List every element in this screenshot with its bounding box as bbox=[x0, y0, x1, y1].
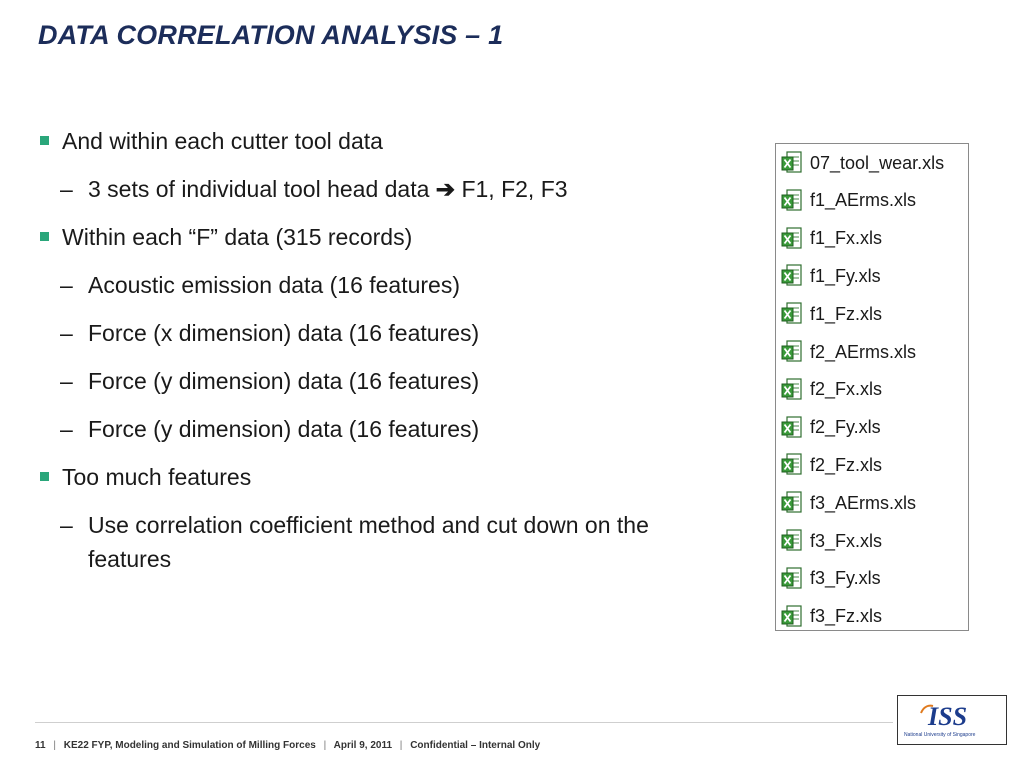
bullet-item bbox=[38, 460, 758, 494]
footer-date: April 9, 2011 bbox=[333, 740, 393, 751]
bullet-list bbox=[38, 124, 758, 590]
dash-icon: – bbox=[60, 416, 73, 442]
bullet-item bbox=[38, 220, 758, 254]
file-name: f3_Fz.xls bbox=[810, 606, 883, 627]
file-list-panel bbox=[775, 143, 969, 631]
file-item[interactable] bbox=[781, 186, 916, 216]
footer-course: KE22 FYP, Modeling and Simulation of Milling Forces bbox=[63, 740, 316, 751]
square-bullet-icon bbox=[40, 232, 49, 241]
file-item[interactable] bbox=[781, 337, 916, 367]
file-name: f3_AErms.xls bbox=[810, 492, 917, 513]
slide-title: DATA CORRELATION ANALYSIS – 1 bbox=[38, 20, 504, 50]
square-bullet-icon bbox=[40, 472, 49, 481]
square-bullet-icon bbox=[40, 136, 49, 145]
file-name: f1_Fz.xls bbox=[810, 303, 883, 324]
file-item[interactable] bbox=[781, 413, 881, 443]
bullet-text: And within each cutter tool data bbox=[62, 128, 383, 154]
bullet-suffix: F1, F2, F3 bbox=[461, 176, 568, 202]
excel-file-icon bbox=[781, 378, 803, 402]
sub-bullet-item bbox=[38, 508, 728, 576]
sub-bullet-item bbox=[38, 412, 758, 446]
bullet-text: Force (y dimension) data (16 features) bbox=[88, 416, 480, 442]
excel-file-icon bbox=[781, 529, 803, 553]
footer-separator: | bbox=[53, 740, 56, 751]
excel-file-icon bbox=[781, 340, 803, 364]
file-name: f1_Fy.xls bbox=[810, 265, 881, 286]
bullet-text: Within each “F” data (315 records) bbox=[62, 224, 413, 250]
file-item[interactable] bbox=[781, 564, 881, 594]
file-name: f1_AErms.xls bbox=[810, 190, 917, 211]
file-item[interactable] bbox=[781, 148, 944, 178]
file-name: f2_Fz.xls bbox=[810, 454, 883, 475]
iss-logo bbox=[897, 695, 1007, 745]
file-item[interactable] bbox=[781, 375, 882, 405]
file-name: f3_Fy.xls bbox=[810, 568, 881, 589]
file-item[interactable] bbox=[781, 526, 882, 556]
sub-bullet-item bbox=[38, 268, 758, 302]
footer-separator: | bbox=[399, 740, 403, 751]
bullet-text: Too much features bbox=[62, 464, 252, 490]
dash-icon: – bbox=[60, 368, 73, 394]
file-name: f2_Fy.xls bbox=[810, 417, 881, 438]
excel-file-icon bbox=[781, 151, 803, 175]
footer-confidential: Confidential – Internal Only bbox=[410, 740, 541, 751]
excel-file-icon bbox=[781, 302, 803, 326]
excel-file-icon bbox=[781, 416, 803, 440]
logo-subtext: National University of Singapore bbox=[904, 732, 976, 738]
file-name: f3_Fx.xls bbox=[810, 530, 883, 551]
excel-file-icon bbox=[781, 227, 803, 251]
dash-icon: – bbox=[60, 272, 73, 298]
footer-separator: | bbox=[323, 740, 327, 751]
sub-bullet-item bbox=[38, 364, 758, 398]
excel-file-icon bbox=[781, 189, 803, 213]
excel-file-icon bbox=[781, 453, 803, 477]
excel-file-icon bbox=[781, 491, 803, 515]
bullet-text: 3 sets of individual tool head data bbox=[88, 176, 430, 202]
logo-text: ISS bbox=[928, 702, 968, 731]
file-item[interactable] bbox=[781, 261, 881, 291]
file-name: 07_tool_wear.xls bbox=[810, 152, 945, 173]
bullet-text: Force (y dimension) data (16 features) bbox=[88, 368, 480, 394]
bullet-text: Use correlation coefficient method and cut down on the features bbox=[88, 512, 649, 572]
file-name: f1_Fx.xls bbox=[810, 228, 883, 249]
excel-file-icon bbox=[781, 567, 803, 591]
bullet-item bbox=[38, 124, 758, 158]
file-item[interactable] bbox=[781, 224, 882, 254]
file-name: f2_AErms.xls bbox=[810, 341, 917, 362]
bullet-text: Force (x dimension) data (16 features) bbox=[88, 320, 480, 346]
file-item[interactable] bbox=[781, 488, 916, 518]
file-item[interactable] bbox=[781, 450, 882, 480]
footer-divider bbox=[35, 722, 893, 723]
file-name: f2_Fx.xls bbox=[810, 379, 883, 400]
footer bbox=[35, 740, 540, 751]
bullet-text: Acoustic emission data (16 features) bbox=[88, 272, 461, 298]
sub-bullet-item bbox=[38, 316, 758, 350]
file-item[interactable] bbox=[781, 602, 882, 632]
excel-file-icon bbox=[781, 605, 803, 629]
page-number: 11 bbox=[35, 740, 46, 751]
right-arrow-icon: ➔ bbox=[435, 176, 456, 202]
file-item[interactable] bbox=[781, 299, 882, 329]
sub-bullet-item bbox=[38, 172, 758, 206]
dash-icon: – bbox=[60, 176, 73, 202]
excel-file-icon bbox=[781, 264, 803, 288]
dash-icon: – bbox=[60, 320, 73, 346]
dash-icon: – bbox=[60, 512, 73, 538]
